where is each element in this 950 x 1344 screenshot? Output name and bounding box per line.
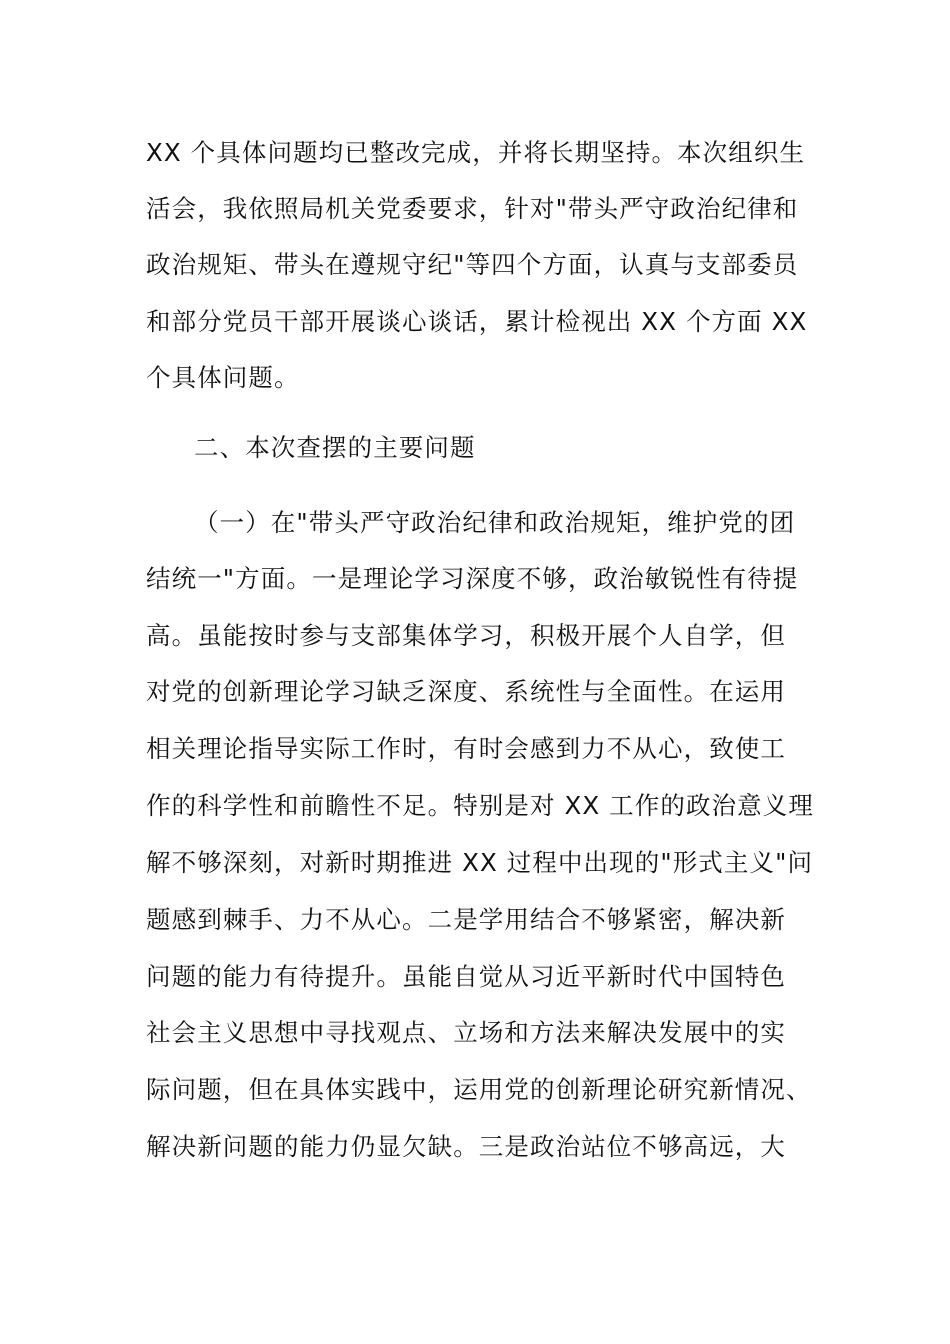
paragraph-1-line: XX 个具体问题均已整改完成，并将长期坚持。本次组织生: [146, 138, 806, 167]
paragraph-1-line: 政治规矩、带头在遵规守纪"等四个方面，认真与支部委员: [146, 250, 799, 279]
paragraph-2-line: 社会主义思想中寻找观点、立场和方法来解决发展中的实: [146, 1018, 786, 1047]
paragraph-2-line: 结统一"方面。一是理论学习深度不够，政治敏锐性有待提: [146, 564, 799, 593]
paragraph-1-line: 和部分党员干部开展谈心谈话，累计检视出 XX 个方面 XX: [146, 307, 808, 336]
paragraph-2-line: 问题的能力有待提升。虽能自觉从习近平新时代中国特色: [146, 962, 786, 991]
section-heading: 二、本次查摆的主要问题: [194, 433, 476, 462]
paragraph-1-line: 活会，我依照局机关党委要求，针对"带头严守政治纪律和: [146, 194, 799, 223]
paragraph-2-line: 际问题，但在具体实践中，运用党的创新理论研究新情况、: [146, 1075, 812, 1104]
paragraph-2-line: 作的科学性和前瞻性不足。特别是对 XX 工作的政治意义理: [146, 791, 814, 820]
paragraph-2-line: 解不够深刻，对新时期推进 XX 过程中出现的"形式主义"问: [146, 848, 814, 877]
paragraph-1-line: 个具体问题。: [146, 363, 300, 392]
paragraph-2-line: 相关理论指导实际工作时，有时会感到力不从心，致使工: [146, 734, 786, 763]
paragraph-2-line: （一）在"带头严守政治纪律和政治规矩，维护党的团: [194, 508, 796, 537]
paragraph-2-line: 题感到棘手、力不从心。二是学用结合不够紧密，解决新: [146, 905, 786, 934]
paragraph-2-line: 对党的创新理论学习缺乏深度、系统性与全面性。在运用: [146, 677, 786, 706]
paragraph-2-line: 高。虽能按时参与支部集体学习，积极开展个人自学，但: [146, 621, 786, 650]
paragraph-2-line: 解决新问题的能力仍显欠缺。三是政治站位不够高远，大: [146, 1132, 786, 1161]
